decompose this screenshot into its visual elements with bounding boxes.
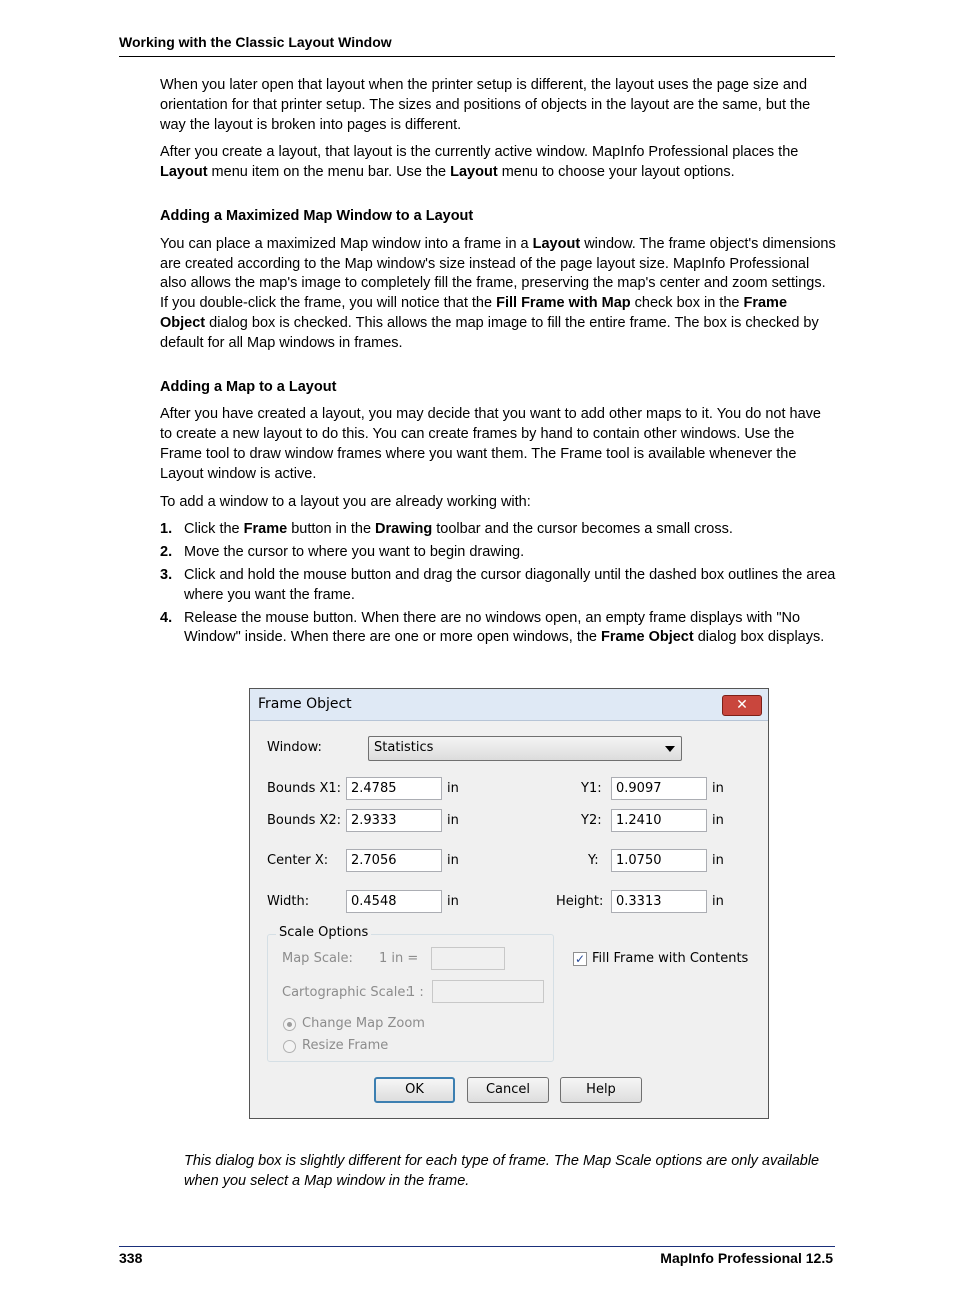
step-number: 1. <box>160 521 173 538</box>
step-number: 3. <box>160 566 173 583</box>
text: Click the <box>184 521 244 538</box>
bounds-x2-label: Bounds X2: <box>267 813 342 828</box>
change-map-zoom-radio[interactable] <box>283 1018 296 1031</box>
y-label: Y: <box>588 853 599 868</box>
y-field[interactable]: 1.0750 <box>611 849 707 872</box>
text: menu to choose your layout options. <box>497 164 735 181</box>
text: menu item on the menu bar. Use the <box>207 164 451 181</box>
scale-options-label: Scale Options <box>276 925 371 940</box>
running-footer <box>119 1246 835 1266</box>
section-heading: Adding a Map to a Layout <box>160 378 337 395</box>
help-button[interactable]: Help <box>560 1077 642 1103</box>
list-item <box>160 566 836 606</box>
list-item <box>160 609 836 649</box>
product-name: MapInfo Professional 12.5 <box>660 1250 833 1266</box>
paragraph: When you later open that layout when the printer setup is different, the layout uses the page size and orientation for that printer setup. The sizes and positions of objects in the layout are the same, but the way the layout is broken into pages is different. <box>160 77 811 133</box>
ok-button[interactable]: OK <box>374 1077 455 1103</box>
map-scale-label: Map Scale: <box>282 951 353 966</box>
resize-frame-radio[interactable] <box>283 1040 296 1053</box>
main-text <box>160 76 836 651</box>
bounds-x1-field[interactable]: 2.4785 <box>346 777 442 800</box>
text: dialog box displays. <box>693 629 825 646</box>
frame-object-dialog <box>249 688 769 1119</box>
step-list <box>160 520 836 648</box>
text: window. The frame object's dimensions are created according to the Map window's size instead of the page layout size. MapInfo Professional also allows the map's image to completely fill the frame, preserving the map's center and zoom settings. If you double-click the frame, you will notice that the <box>160 235 836 312</box>
cancel-button[interactable]: Cancel <box>467 1077 549 1103</box>
figure-caption: This dialog box is slightly different for each type of frame. The Map Scale options are only available when you select a Map window in the frame. <box>184 1153 820 1189</box>
bounds-x1-label: Bounds X1: <box>267 781 342 796</box>
scale-options-group <box>267 925 554 1062</box>
height-label: Height: <box>556 894 604 909</box>
window-select-value: Statistics <box>374 740 434 755</box>
text: Click and hold the mouse button and drag the cursor diagonally until the dashed box outlines the area where you want the frame. <box>184 566 836 603</box>
unit-label: in <box>447 853 459 868</box>
y1-label: Y1: <box>581 781 602 796</box>
paragraph: To add a window to a layout you are already working with: <box>160 493 531 510</box>
cartographic-scale-field[interactable] <box>432 980 544 1003</box>
step-number: 4. <box>160 609 173 626</box>
bold-text: Frame Object <box>160 295 788 331</box>
bold-text: Drawing <box>375 521 433 538</box>
unit-label: in <box>447 813 459 828</box>
bold-text: Frame Object <box>601 629 694 646</box>
y2-field[interactable]: 1.2410 <box>611 809 707 832</box>
width-label: Width: <box>267 894 310 909</box>
height-field[interactable]: 0.3313 <box>611 890 707 913</box>
paragraph: After you have created a layout, you may decide that you want to add other maps to it. You do not have to create a new layout to do this. You can create frames by hand to contain other windows. Use the Frame tool to draw window frames where you want them. The Frame tool is available whenever the Layout window is active. <box>160 406 821 482</box>
width-field[interactable]: 0.4548 <box>346 890 442 913</box>
unit-label: in <box>712 813 724 828</box>
step-number: 2. <box>160 544 173 561</box>
map-scale-unit: 1 in = <box>379 951 419 966</box>
resize-frame-label: Resize Frame <box>302 1038 389 1053</box>
fill-frame-label: Fill Frame with Contents <box>592 951 749 966</box>
cartographic-scale-unit: 1 : <box>407 985 424 1000</box>
paragraph <box>160 143 836 183</box>
y2-label: Y2: <box>581 813 602 828</box>
unit-label: in <box>712 781 724 796</box>
text: check box in the <box>630 295 744 312</box>
unit-label: in <box>447 781 459 796</box>
window-select[interactable] <box>368 736 682 761</box>
bold-text: Layout <box>450 164 498 181</box>
section-heading: Adding a Maximized Map Window to a Layout <box>160 207 474 224</box>
window-label: Window: <box>267 740 322 755</box>
bold-text: Fill Frame with Map <box>496 295 631 312</box>
bold-text: Layout <box>160 164 208 181</box>
text: button in the <box>287 521 376 538</box>
text: Move the cursor to where you want to begin drawing. <box>184 544 525 561</box>
cartographic-scale-label: Cartographic Scale: <box>282 985 410 1000</box>
bold-text: Frame <box>243 521 288 538</box>
y1-field[interactable]: 0.9097 <box>611 777 707 800</box>
unit-label: in <box>447 894 459 909</box>
text: dialog box is checked. This allows the map image to fill the entire frame. The box is checked by default for all Map windows in frames. <box>160 314 819 351</box>
center-x-label: Center X: <box>267 853 329 868</box>
text: toolbar and the cursor becomes a small cross. <box>432 521 733 538</box>
close-button[interactable]: ✕ <box>722 695 762 716</box>
text: Release the mouse button. When there are no windows open, an empty frame displays with "No Window" inside. When there are one or more open windows, the <box>184 609 801 646</box>
change-map-zoom-label: Change Map Zoom <box>302 1016 425 1031</box>
list-item <box>160 543 836 563</box>
fill-frame-checkbox[interactable]: ✓ <box>574 952 586 966</box>
running-header: Working with the Classic Layout Window <box>119 34 835 57</box>
paragraph <box>160 235 836 354</box>
chevron-down-icon <box>665 746 675 752</box>
unit-label: in <box>712 894 724 909</box>
page-number: 338 <box>119 1250 143 1266</box>
dialog-title: Frame Object <box>258 696 352 712</box>
dialog-titlebar <box>250 689 768 721</box>
bounds-x2-field[interactable]: 2.9333 <box>346 809 442 832</box>
list-item <box>160 520 836 540</box>
text: You can place a maximized Map window into a frame in a <box>160 235 533 252</box>
center-x-field[interactable]: 2.7056 <box>346 849 442 872</box>
text: After you create a layout, that layout is the currently active window. MapInfo Professional places the <box>160 144 799 161</box>
bold-text: Layout <box>532 235 581 252</box>
map-scale-field[interactable] <box>431 947 505 970</box>
unit-label: in <box>712 853 724 868</box>
